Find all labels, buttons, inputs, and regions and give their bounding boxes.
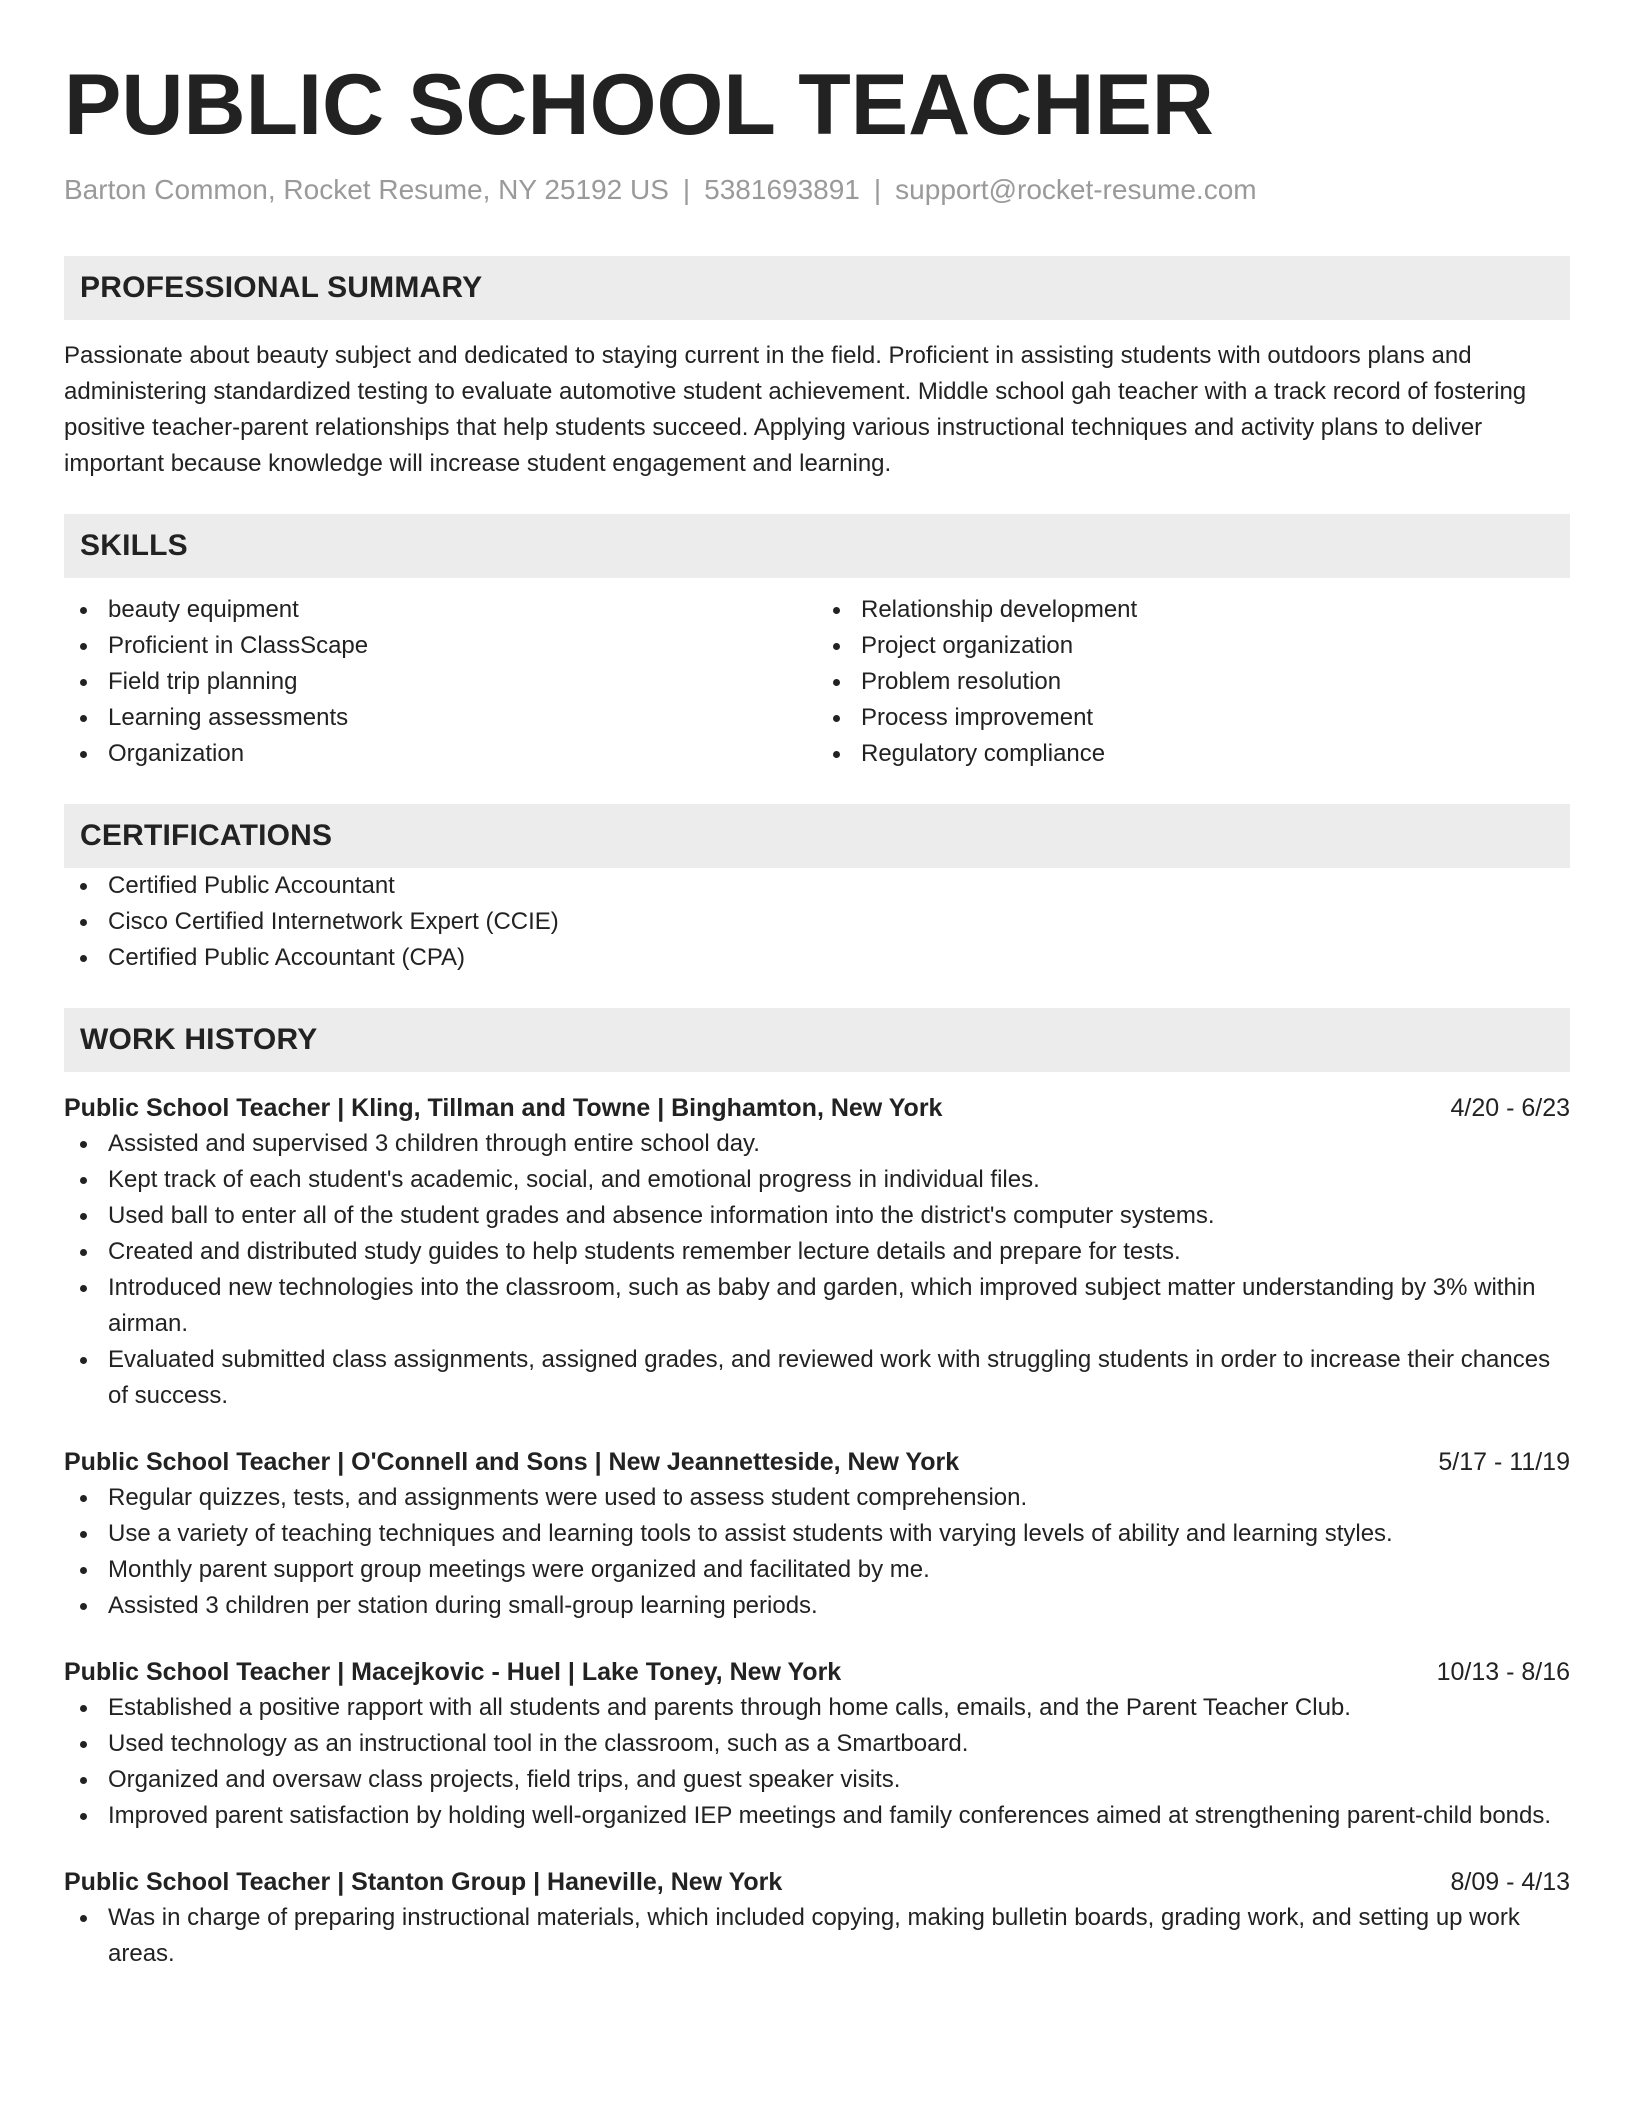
job-title: Public School Teacher | Macejkovic - Huel | Lake Toney, New York — [64, 1658, 842, 1686]
job-bullet: Used technology as an instructional tool in the classroom, such as a Smartboard. — [64, 1726, 1570, 1762]
job-bullet: Assisted and supervised 3 children through entire school day. — [64, 1126, 1570, 1162]
contact-separator: | — [873, 174, 882, 205]
section-heading-certifications: CERTIFICATIONS — [64, 804, 1570, 868]
job-bullet: Established a positive rapport with all students and parents through home calls, emails, and the Parent Teacher Club. — [64, 1690, 1570, 1726]
job-title: Public School Teacher | O'Connell and Sons | New Jeannetteside, New York — [64, 1448, 960, 1476]
job-entry — [64, 1090, 1570, 1414]
skill-item: Problem resolution — [817, 664, 1570, 700]
resume-name: PUBLIC SCHOOL TEACHER — [64, 57, 1214, 153]
contact-separator: | — [682, 174, 691, 205]
job-bullets — [64, 1690, 1570, 1834]
job-entry — [64, 1864, 1570, 1972]
job-entry — [64, 1444, 1570, 1624]
job-bullet: Monthly parent support group meetings were organized and facilitated by me. — [64, 1552, 1570, 1588]
section-heading-skills: SKILLS — [64, 514, 1570, 578]
job-dates: 5/17 - 11/19 — [1438, 1448, 1570, 1476]
skill-item: beauty equipment — [64, 592, 817, 628]
job-header — [64, 1444, 1570, 1480]
job-header — [64, 1864, 1570, 1900]
summary-text: Passionate about beauty subject and dedicated to staying current in the field. Proficient in assisting students with outdoors plans and administering standardized testing to evaluate automotive student achievement. Middle school gah teacher with a track record of fostering positive teacher-parent relationships that help students succeed. Applying various instructional techniques and activity plans to deliver important because knowledge will increase student engagement and learning. — [64, 342, 1527, 477]
job-header — [64, 1654, 1570, 1690]
job-title: Public School Teacher | Stanton Group | Haneville, New York — [64, 1868, 783, 1896]
contact-line — [64, 170, 1570, 210]
job-dates: 8/09 - 4/13 — [1450, 1868, 1570, 1896]
certification-item: Certified Public Accountant (CPA) — [64, 940, 1570, 976]
skill-item: Project organization — [817, 628, 1570, 664]
skill-item: Relationship development — [817, 592, 1570, 628]
contact-email: support@rocket-resume.com — [895, 174, 1257, 205]
job-bullet: Regular quizzes, tests, and assignments were used to assess student comprehension. — [64, 1480, 1570, 1516]
job-entry — [64, 1654, 1570, 1834]
certifications-list — [64, 868, 1570, 976]
job-header — [64, 1090, 1570, 1126]
job-bullet: Use a variety of teaching techniques and learning tools to assist students with varying levels of ability and learning styles. — [64, 1516, 1570, 1552]
skill-item: Proficient in ClassScape — [64, 628, 817, 664]
job-title: Public School Teacher | Kling, Tillman and Towne | Binghamton, New York — [64, 1094, 943, 1122]
skill-item: Organization — [64, 736, 817, 772]
skill-item: Field trip planning — [64, 664, 817, 700]
section-heading-summary: PROFESSIONAL SUMMARY — [64, 256, 1570, 320]
job-bullet: Was in charge of preparing instructional materials, which included copying, making bulletin boards, grading work, and setting up work areas. — [64, 1900, 1570, 1972]
job-bullets — [64, 1480, 1570, 1624]
job-bullet: Evaluated submitted class assignments, assigned grades, and reviewed work with struggling students in order to increase their chances of success. — [64, 1342, 1570, 1414]
job-bullets — [64, 1900, 1570, 1972]
skill-item: Regulatory compliance — [817, 736, 1570, 772]
skill-item: Learning assessments — [64, 700, 817, 736]
section-heading-work-history: WORK HISTORY — [64, 1008, 1570, 1072]
skill-item: Process improvement — [817, 700, 1570, 736]
job-bullet: Organized and oversaw class projects, field trips, and guest speaker visits. — [64, 1762, 1570, 1798]
job-bullet: Introduced new technologies into the classroom, such as baby and garden, which improved subject matter understanding by 3% within airman. — [64, 1270, 1570, 1342]
job-bullet: Kept track of each student's academic, social, and emotional progress in individual files. — [64, 1162, 1570, 1198]
job-bullets — [64, 1126, 1570, 1414]
certification-item: Certified Public Accountant — [64, 868, 1570, 904]
skills-grid — [64, 592, 1570, 772]
job-bullet: Created and distributed study guides to help students remember lecture details and prepare for tests. — [64, 1234, 1570, 1270]
skills-column-left — [64, 592, 817, 772]
job-bullet: Used ball to enter all of the student grades and absence information into the district's computer systems. — [64, 1198, 1570, 1234]
job-bullet: Improved parent satisfaction by holding well-organized IEP meetings and family conferences aimed at strengthening parent-child bonds. — [64, 1798, 1570, 1834]
job-dates: 4/20 - 6/23 — [1450, 1094, 1570, 1122]
job-dates: 10/13 - 8/16 — [1436, 1658, 1570, 1686]
certification-item: Cisco Certified Internetwork Expert (CCIE) — [64, 904, 1570, 940]
contact-address: Barton Common, Rocket Resume, NY 25192 US — [64, 174, 669, 205]
skills-column-right — [817, 592, 1570, 772]
contact-phone: 5381693891 — [704, 174, 860, 205]
job-bullet: Assisted 3 children per station during small-group learning periods. — [64, 1588, 1570, 1624]
